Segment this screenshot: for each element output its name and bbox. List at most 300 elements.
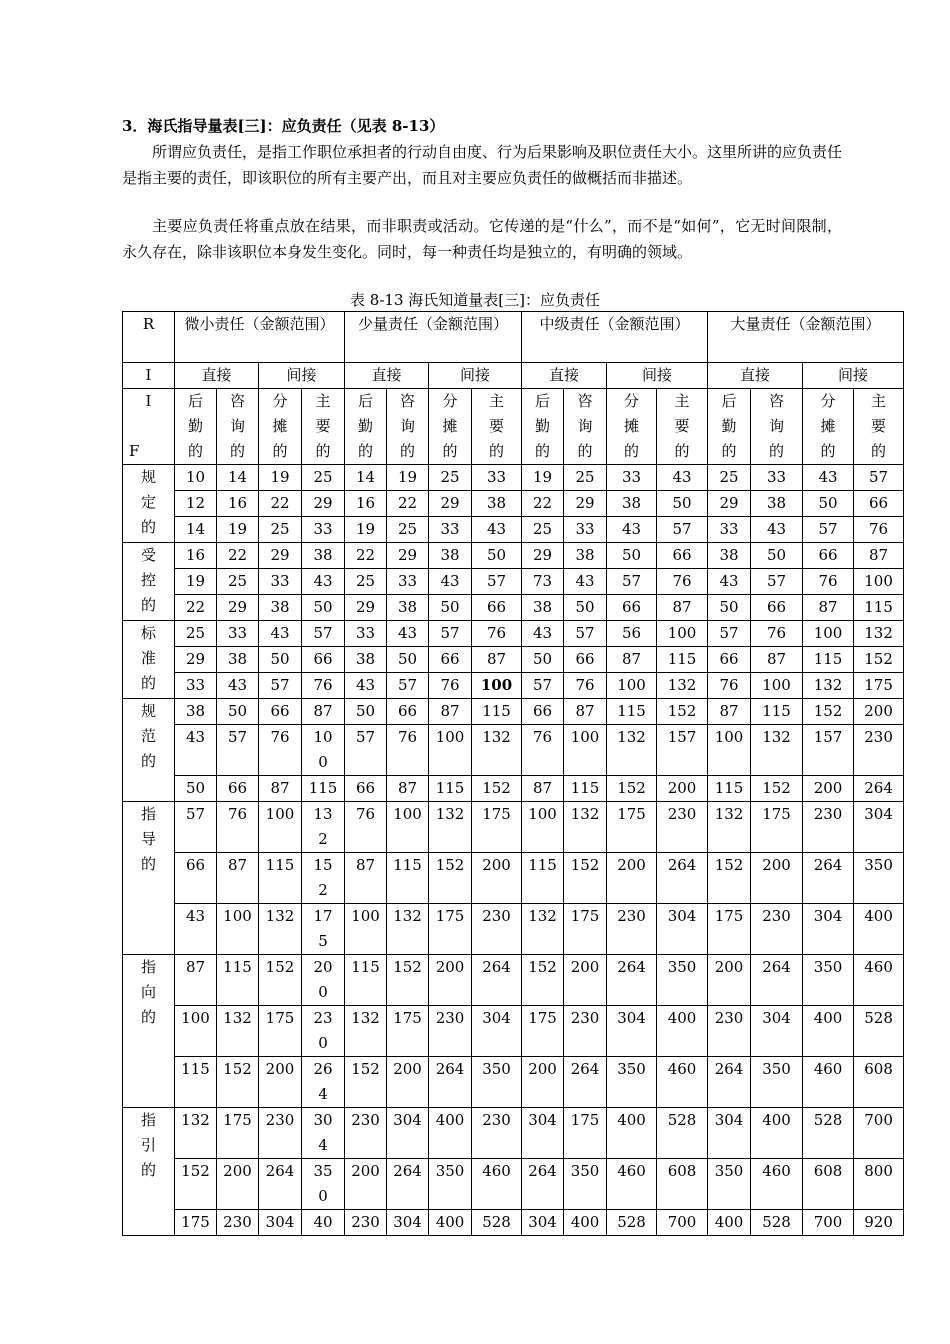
- table-cell: 50: [522, 647, 564, 673]
- table-cell: 230: [472, 904, 522, 955]
- table-cell: 460: [657, 1057, 708, 1108]
- table-cell: 100: [803, 621, 854, 647]
- table-cell: 76: [259, 725, 302, 776]
- table-cell: 304: [522, 1108, 564, 1159]
- table-cell: 152: [803, 699, 854, 725]
- table-cell: 264: [522, 1159, 564, 1210]
- table-row: [123, 465, 904, 491]
- table-cell: 264: [472, 955, 522, 1006]
- table-cell: 132: [708, 802, 751, 853]
- table-cell: 400: [708, 1210, 751, 1236]
- table-cell: 38: [607, 491, 657, 517]
- type-header: 咨 询 的: [387, 389, 429, 465]
- paragraph-2: 主要应负责任将重点放在结果，而非职责或活动。它传递的是“什么”，而不是“如何”，它无时间限制，永久存在，除非该职位本身发生变化。同时，每一种责任均是独立的，有明确的领域。: [122, 217, 842, 261]
- table-cell: 76: [345, 802, 387, 853]
- type-header: 后 勤 的: [522, 389, 564, 465]
- table-cell: 350: [564, 1159, 607, 1210]
- table-cell: 33: [302, 517, 345, 543]
- table-row: [123, 802, 904, 853]
- table-cell: 57: [472, 569, 522, 595]
- table-row: [123, 776, 904, 802]
- table-cell: 175: [564, 904, 607, 955]
- table-cell: 200: [854, 699, 904, 725]
- table-row: [123, 1108, 904, 1159]
- table-cell: 200: [217, 1159, 259, 1210]
- table-cell: 175: [472, 802, 522, 853]
- table-cell: 87: [259, 776, 302, 802]
- table-cell: 76: [472, 621, 522, 647]
- table-row: [123, 543, 904, 569]
- table-cell: 13 2: [302, 802, 345, 853]
- table-cell: 50: [259, 647, 302, 673]
- table-cell: 19: [387, 465, 429, 491]
- table-cell: 100: [657, 621, 708, 647]
- table-cell: 100: [708, 725, 751, 776]
- table-cell: 700: [803, 1210, 854, 1236]
- table-cell: 264: [564, 1057, 607, 1108]
- table-cell: 57: [345, 725, 387, 776]
- table-cell: 76: [522, 725, 564, 776]
- table-cell: 200: [607, 853, 657, 904]
- direct-header: 直接: [522, 363, 607, 389]
- table-cell: 17 5: [302, 904, 345, 955]
- table-cell: 460: [607, 1159, 657, 1210]
- table-cell: 350: [657, 955, 708, 1006]
- table-cell: 33: [345, 621, 387, 647]
- table-cell: 175: [387, 1006, 429, 1057]
- table-cell: 40: [302, 1210, 345, 1236]
- table-cell: 115: [564, 776, 607, 802]
- table-cell: 25: [175, 621, 217, 647]
- table-cell: 25: [259, 517, 302, 543]
- table-cell: 115: [854, 595, 904, 621]
- row-group-label: 指 引 的: [123, 1108, 175, 1236]
- type-header: 主 要 的: [302, 389, 345, 465]
- indirect-header: 间接: [607, 363, 708, 389]
- type-header: 主 要 的: [657, 389, 708, 465]
- table-cell: 200: [522, 1057, 564, 1108]
- header-row-groups: [123, 312, 904, 363]
- table-cell: 264: [429, 1057, 472, 1108]
- table-cell: 400: [803, 1006, 854, 1057]
- table-cell: 12: [175, 491, 217, 517]
- table-cell: 132: [751, 725, 803, 776]
- table-cell: 87: [607, 647, 657, 673]
- table-cell: 76: [708, 673, 751, 699]
- table-cell: 175: [607, 802, 657, 853]
- corner-i: I: [123, 363, 175, 389]
- table-cell: 115: [387, 853, 429, 904]
- table-cell: 132: [345, 1006, 387, 1057]
- table-cell: 25: [345, 569, 387, 595]
- table-cell: 115: [708, 776, 751, 802]
- table-row: [123, 517, 904, 543]
- table-cell: 132: [657, 673, 708, 699]
- table-cell: 22: [259, 491, 302, 517]
- table-cell: 25: [217, 569, 259, 595]
- table-cell: 400: [854, 904, 904, 955]
- table-cell: 22: [217, 543, 259, 569]
- table-cell: 608: [854, 1057, 904, 1108]
- table-cell: 57: [564, 621, 607, 647]
- table-row: [123, 955, 904, 1006]
- table-cell: 132: [175, 1108, 217, 1159]
- table-cell: 38: [708, 543, 751, 569]
- type-header: 分 摊 的: [607, 389, 657, 465]
- table-cell: 100: [345, 904, 387, 955]
- table-cell: 230: [429, 1006, 472, 1057]
- table-cell: 87: [522, 776, 564, 802]
- table-cell: 50: [607, 543, 657, 569]
- table-row: [123, 1006, 904, 1057]
- table-cell: 22: [175, 595, 217, 621]
- table-cell: 115: [751, 699, 803, 725]
- table-cell: 29: [302, 491, 345, 517]
- table-cell: 460: [751, 1159, 803, 1210]
- table-cell: 19: [175, 569, 217, 595]
- table-cell: 608: [657, 1159, 708, 1210]
- table-cell: 57: [657, 517, 708, 543]
- table-cell: 76: [657, 569, 708, 595]
- table-cell: 33: [429, 517, 472, 543]
- table-cell: 230: [708, 1006, 751, 1057]
- table-cell: 152: [259, 955, 302, 1006]
- table-cell: 38: [751, 491, 803, 517]
- table-cell: 87: [657, 595, 708, 621]
- table-cell: 16: [217, 491, 259, 517]
- table-cell: 157: [803, 725, 854, 776]
- table-cell: 264: [751, 955, 803, 1006]
- table-cell: 264: [259, 1159, 302, 1210]
- type-header: 咨 询 的: [751, 389, 803, 465]
- table-cell: 57: [302, 621, 345, 647]
- table-cell: 66: [387, 699, 429, 725]
- table-cell: 66: [854, 491, 904, 517]
- table-cell: 460: [803, 1057, 854, 1108]
- table-cell: 43: [429, 569, 472, 595]
- table-cell: 25: [708, 465, 751, 491]
- corner-if: [123, 389, 175, 465]
- table-cell: 20 0: [302, 955, 345, 1006]
- table-cell: 43: [522, 621, 564, 647]
- section-heading: 3．海氏指导量表[三]：应负责任（见表 8-13）: [122, 117, 445, 135]
- table-cell: 152: [472, 776, 522, 802]
- table-cell: 350: [751, 1057, 803, 1108]
- table-cell: 14: [217, 465, 259, 491]
- table-cell: 38: [259, 595, 302, 621]
- table-cell: 76: [387, 725, 429, 776]
- type-header: 咨 询 的: [564, 389, 607, 465]
- table-cell: 132: [854, 621, 904, 647]
- table-cell: 25: [522, 517, 564, 543]
- table-cell: 152: [564, 853, 607, 904]
- table-cell: 100: [387, 802, 429, 853]
- table-cell: 175: [751, 802, 803, 853]
- table-cell: 152: [657, 699, 708, 725]
- table-cell: 76: [854, 517, 904, 543]
- table-cell: 33: [564, 517, 607, 543]
- table-cell: 920: [854, 1210, 904, 1236]
- direct-header: 直接: [175, 363, 259, 389]
- table-cell: 152: [175, 1159, 217, 1210]
- table-cell: 400: [657, 1006, 708, 1057]
- table-cell: 460: [854, 955, 904, 1006]
- table-cell: 304: [387, 1210, 429, 1236]
- table-cell: 132: [387, 904, 429, 955]
- table-cell: 264: [657, 853, 708, 904]
- row-group-label: 受 控 的: [123, 543, 175, 621]
- table-cell: 152: [854, 647, 904, 673]
- table-cell: 152: [345, 1057, 387, 1108]
- table-cell: 66: [259, 699, 302, 725]
- table-cell: 350: [803, 955, 854, 1006]
- table-cell: 175: [429, 904, 472, 955]
- table-cell: 38: [302, 543, 345, 569]
- table-cell: 29: [345, 595, 387, 621]
- group-header-medium: 中级责任（金额范围）: [522, 312, 708, 363]
- table-row: [123, 491, 904, 517]
- type-header: 后 勤 的: [345, 389, 387, 465]
- table-cell: 10: [175, 465, 217, 491]
- group-header-large: 大量责任（金额范围）: [708, 312, 904, 363]
- table-cell: 26 4: [302, 1057, 345, 1108]
- table-cell: 304: [259, 1210, 302, 1236]
- table-cell: 66: [302, 647, 345, 673]
- table-cell: 76: [564, 673, 607, 699]
- table-cell: 66: [657, 543, 708, 569]
- table-cell: 152: [429, 853, 472, 904]
- table-cell: 66: [564, 647, 607, 673]
- table-cell: 230: [751, 904, 803, 955]
- indirect-header: 间接: [259, 363, 345, 389]
- table-cell: 157: [657, 725, 708, 776]
- table-cell: 57: [854, 465, 904, 491]
- table-cell: 132: [217, 1006, 259, 1057]
- table-cell: 76: [429, 673, 472, 699]
- table-cell: 400: [429, 1210, 472, 1236]
- table-cell: 19: [259, 465, 302, 491]
- table-cell: 100: [854, 569, 904, 595]
- table-cell: 264: [387, 1159, 429, 1210]
- corner-i2: I: [145, 392, 152, 410]
- table-cell: 22: [522, 491, 564, 517]
- table-cell: 57: [217, 725, 259, 776]
- table-cell: 152: [607, 776, 657, 802]
- table-cell: 33: [175, 673, 217, 699]
- table-cell: 230: [217, 1210, 259, 1236]
- table-cell: 304: [854, 802, 904, 853]
- table-cell: 66: [751, 595, 803, 621]
- table-cell: 100: [564, 725, 607, 776]
- table-cell: 800: [854, 1159, 904, 1210]
- table-cell: 25: [387, 517, 429, 543]
- corner-f: F: [129, 442, 140, 460]
- table-cell: 43: [302, 569, 345, 595]
- table-row: [123, 725, 904, 776]
- table-cell: 230: [803, 802, 854, 853]
- type-header: 主 要 的: [472, 389, 522, 465]
- table-row: [123, 569, 904, 595]
- table-cell: 43: [657, 465, 708, 491]
- table-cell: 528: [751, 1210, 803, 1236]
- indirect-header: 间接: [429, 363, 522, 389]
- table-cell: 43: [708, 569, 751, 595]
- table-cell: 200: [472, 853, 522, 904]
- row-group-label: 标 准 的: [123, 621, 175, 699]
- table-cell: 87: [175, 955, 217, 1006]
- table-row: [123, 621, 904, 647]
- table-cell: 87: [708, 699, 751, 725]
- table-cell: 38: [345, 647, 387, 673]
- table-row: [123, 647, 904, 673]
- table-cell: 115: [345, 955, 387, 1006]
- table-cell: 175: [522, 1006, 564, 1057]
- type-header: 后 勤 的: [708, 389, 751, 465]
- table-cell: 50: [751, 543, 803, 569]
- table-cell: 152: [387, 955, 429, 1006]
- table-cell: 132: [259, 904, 302, 955]
- type-header: 咨 询 的: [217, 389, 259, 465]
- table-cell: 100: [259, 802, 302, 853]
- table-cell: 33: [708, 517, 751, 543]
- table-cell: 304: [708, 1108, 751, 1159]
- type-header: 后 勤 的: [175, 389, 217, 465]
- table-cell: 38: [217, 647, 259, 673]
- table-cell: 132: [522, 904, 564, 955]
- table-cell: 29: [522, 543, 564, 569]
- table-cell: 200: [751, 853, 803, 904]
- table-cell: 50: [302, 595, 345, 621]
- table-cell: 200: [708, 955, 751, 1006]
- table-cell: 19: [217, 517, 259, 543]
- table-cell: 50: [708, 595, 751, 621]
- table-cell: 132: [607, 725, 657, 776]
- table-cell: 43: [803, 465, 854, 491]
- table-cell: 57: [387, 673, 429, 699]
- table-cell: 43: [387, 621, 429, 647]
- table-cell: 230: [345, 1210, 387, 1236]
- table-cell: 29: [175, 647, 217, 673]
- group-header-micro: 微小责任（金额范围）: [175, 312, 345, 363]
- table-cell: 33: [217, 621, 259, 647]
- table-cell: 350: [607, 1057, 657, 1108]
- row-group-label: 指 导 的: [123, 802, 175, 955]
- table-cell: 87: [217, 853, 259, 904]
- table-cell: 132: [429, 802, 472, 853]
- header-row-types: [123, 389, 904, 465]
- table-cell: 29: [217, 595, 259, 621]
- table-cell: 304: [607, 1006, 657, 1057]
- table-cell: 19: [522, 465, 564, 491]
- table-cell: 230: [472, 1108, 522, 1159]
- table-cell: 230: [345, 1108, 387, 1159]
- table-cell: 200: [564, 955, 607, 1006]
- table-cell: 460: [472, 1159, 522, 1210]
- table-cell: 66: [472, 595, 522, 621]
- table-cell: 50: [345, 699, 387, 725]
- table-cell: 400: [564, 1210, 607, 1236]
- table-cell: 14: [345, 465, 387, 491]
- table-cell: 57: [259, 673, 302, 699]
- table-row: [123, 904, 904, 955]
- table-cell: 66: [607, 595, 657, 621]
- row-group-label: 规 范 的: [123, 699, 175, 802]
- table-cell: 200: [657, 776, 708, 802]
- table-cell: 23 0: [302, 1006, 345, 1057]
- table-row: [123, 1210, 904, 1236]
- table-cell: 50: [175, 776, 217, 802]
- table-cell: 115: [429, 776, 472, 802]
- table-cell: 87: [302, 699, 345, 725]
- table-cell: 100: [175, 1006, 217, 1057]
- table-cell: 230: [259, 1108, 302, 1159]
- table-cell: 50: [217, 699, 259, 725]
- table-cell: 304: [803, 904, 854, 955]
- table-cell: 700: [854, 1108, 904, 1159]
- table-cell: 175: [217, 1108, 259, 1159]
- table-cell: 43: [217, 673, 259, 699]
- table-cell: 43: [751, 517, 803, 543]
- table-row: [123, 673, 904, 699]
- table-cell: 38: [472, 491, 522, 517]
- direct-header: 直接: [345, 363, 429, 389]
- table-cell: 57: [175, 802, 217, 853]
- table-cell: 57: [708, 621, 751, 647]
- row-group-label: 指 向 的: [123, 955, 175, 1108]
- table-cell: 66: [803, 543, 854, 569]
- table-cell: 175: [259, 1006, 302, 1057]
- table-cell: 115: [302, 776, 345, 802]
- table-caption: 表 8-13 海氏知道量表[三]：应负责任: [350, 291, 600, 309]
- table-cell: 25: [564, 465, 607, 491]
- table-cell: 175: [564, 1108, 607, 1159]
- table-cell: 264: [854, 776, 904, 802]
- table-cell: 73: [522, 569, 564, 595]
- table-cell: 100: [429, 725, 472, 776]
- table-row: [123, 595, 904, 621]
- table-cell: 304: [751, 1006, 803, 1057]
- table-cell: 152: [751, 776, 803, 802]
- table-cell: 700: [657, 1210, 708, 1236]
- table-cell: 33: [607, 465, 657, 491]
- table-cell: 87: [472, 647, 522, 673]
- table-cell: 66: [217, 776, 259, 802]
- table-cell: 29: [708, 491, 751, 517]
- table-cell: 100: [472, 673, 522, 699]
- table-cell: 400: [607, 1108, 657, 1159]
- table-cell: 304: [387, 1108, 429, 1159]
- table-cell: 350: [708, 1159, 751, 1210]
- table-cell: 38: [522, 595, 564, 621]
- table-cell: 38: [175, 699, 217, 725]
- table-cell: 87: [751, 647, 803, 673]
- table-cell: 115: [607, 699, 657, 725]
- table-cell: 528: [472, 1210, 522, 1236]
- table-cell: 76: [217, 802, 259, 853]
- table-cell: 43: [472, 517, 522, 543]
- table-cell: 304: [522, 1210, 564, 1236]
- table-cell: 33: [751, 465, 803, 491]
- table-cell: 175: [708, 904, 751, 955]
- table-cell: 43: [175, 904, 217, 955]
- table-cell: 350: [472, 1057, 522, 1108]
- table-cell: 50: [472, 543, 522, 569]
- table-cell: 76: [302, 673, 345, 699]
- type-header: 分 摊 的: [429, 389, 472, 465]
- table-cell: 50: [429, 595, 472, 621]
- table-cell: 43: [175, 725, 217, 776]
- table-cell: 29: [387, 543, 429, 569]
